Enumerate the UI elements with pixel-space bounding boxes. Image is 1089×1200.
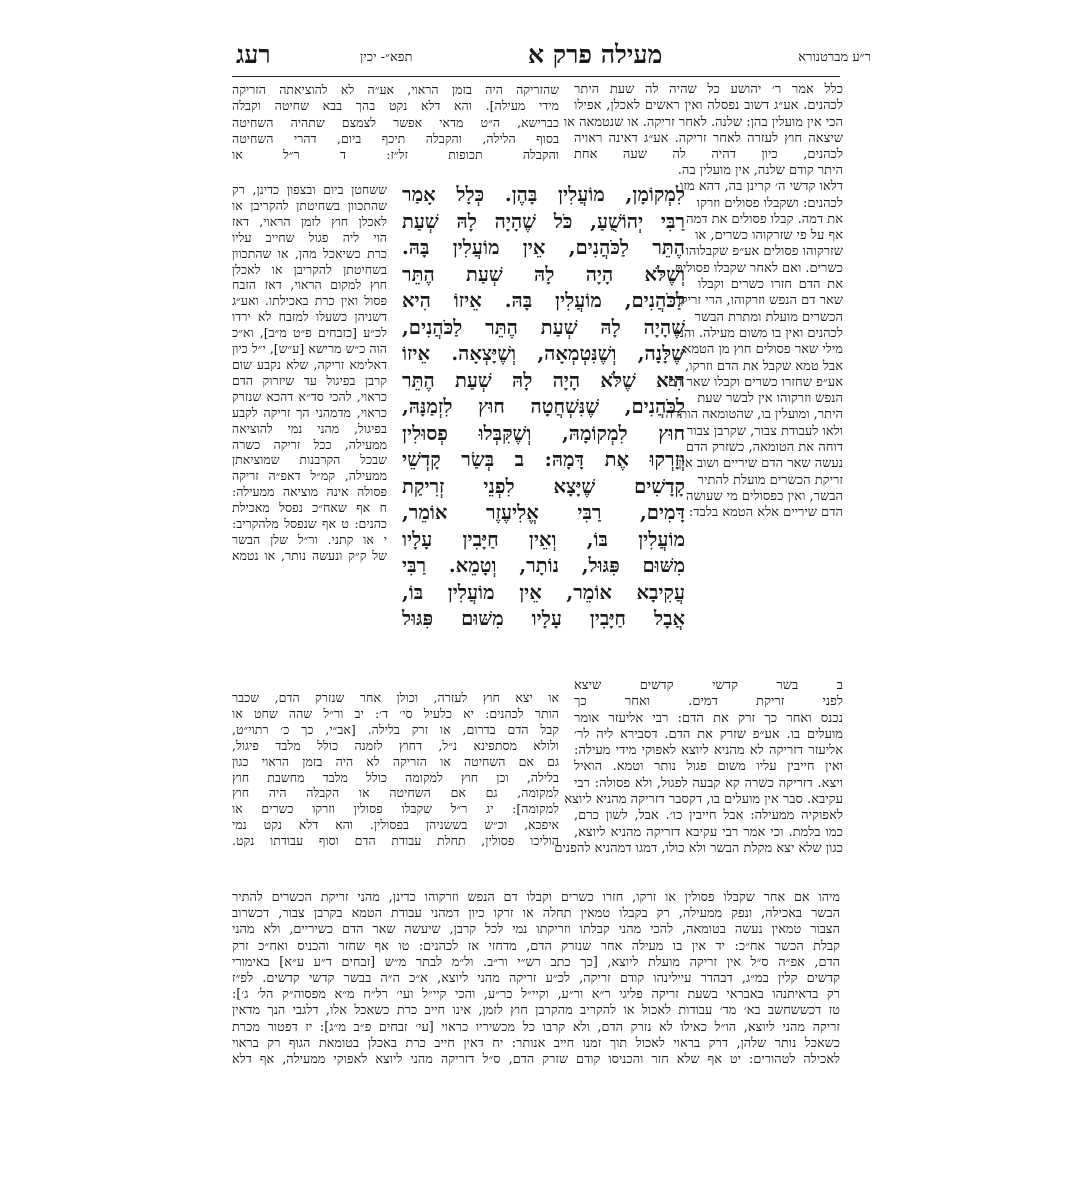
tiferet-left-line: כרת כשיאכל מהן, או שהתכוון bbox=[232, 245, 387, 261]
bottom-line: לאכילה לטהורים: יט אף שלא חזר והכניסו קודם שזרק הדם, ס״ל דזריקה מהני ליוצא לאפוקי ממעילה, אף דלא bbox=[232, 1052, 840, 1068]
tiferet-mid-line: בלילה, וכן חוץ למקומה כולל מלבד מחשבת חוץ bbox=[232, 769, 559, 785]
bartenura-side-line: שאר דם הנפש וזרקוהו, הרי זריקת bbox=[672, 293, 843, 309]
bartenura-side-line: אף על פי שזרקוהו כשרים, או bbox=[695, 228, 843, 244]
mishna-line: שֶׁהָיָה לָהּ שְׁעַת הֶתֵּר לַכֹּהֲנִים, bbox=[402, 315, 685, 339]
tiferet-left-line: כראוי, מדמהני הך זריקה לקבע bbox=[232, 404, 387, 420]
bottom-line: קבלת הכשר אח״כ: יד אין בו מעילה אחר שנזרק הדם, מדחזי אז לכהנים: טו אף שחזר והכניס ואח״כ זרק bbox=[232, 938, 840, 954]
tiferet-left-line: שהתכוון בשחיטתן להקריבן או bbox=[232, 197, 387, 213]
mishna-line: עֲקִיבָא אוֹמֵר, אֵין מוֹעֲלִין בּוֹ, bbox=[402, 580, 685, 604]
tiferet-left-line: בשחיטתן להקריבן או לאכלן bbox=[232, 261, 387, 277]
bartenura-bottom-line: ב בשר קדשי קדשים שיצא bbox=[574, 678, 843, 693]
mishna-line: לַכֹּהֲנִים, מוֹעֲלִין בָּהּ. אֵיזוֹ הִיא bbox=[402, 289, 685, 312]
tiferet-mid-line: ולולא מסתפינא נ״ל, דחוץ לזמנה כולל מלבד פיגול, bbox=[232, 737, 559, 753]
tiferet-mid-line: הוליכו פסולין, תחלת עבודת הדם וסוף עבודתו נקט. bbox=[232, 833, 559, 849]
yachin-range-label: תפא״- יכין bbox=[360, 50, 413, 65]
bartenura-side-line: מילי שאר פסולים חוץ מן הטמא, bbox=[679, 342, 843, 358]
bottom-line: מיהו אם אחר שקבלו פסולין או זרקו, חזרו כשרים וקבלו דם הנפש וזרקוהו כדינן, מהני זריקת הכשרים להתיר bbox=[232, 890, 840, 905]
bottom-line: קדשים קלין במ״ג, דבהדר עיילינהו קודם זריקה, לכ״ע זריקה מהני ליוצא, א״כ ה״ה בבשר קדשי קדשים. לפ״ז bbox=[232, 971, 840, 987]
tiferet-left-line: חוץ למקום הראוי, דאז הזבח bbox=[232, 277, 387, 293]
bartenura-side-line: דוחה את הטומאה, כשזרק הדם bbox=[685, 440, 843, 456]
tiferet-top-line: כברישא, ה״ט מדאי אפשר לצמצם שתהיה השחיטה bbox=[232, 114, 559, 130]
tiferet-left-line: קרבן בפיגול עד שיזרוק הדם bbox=[232, 372, 387, 388]
bartenura-side-line: אבל טמא שקבל את הדם וזרקו, bbox=[685, 358, 843, 374]
mishna-line: לַכֹּהֲנִים, שֶׁנִּשְׁחֲטָה חוּץ לִזְמַנָּהּ, bbox=[402, 395, 685, 418]
bartenura-side-line: לכהנים: ושקבלו פסולים וזרקו bbox=[696, 195, 843, 211]
bartenura-side-line: הנפש וזרקוהו אין לבשר שעת bbox=[697, 391, 843, 407]
bartenura-bottom-line: נכנס ואחר כך זרק את הדם: רבי אליעזר אומר bbox=[574, 710, 843, 726]
tiferet-top-line: בסוף הלילה, והקבלה תיכף ביום, דהרי השחיטה bbox=[232, 130, 559, 146]
tiferet-left-line: שבכל הקרבנות שמוציאתן bbox=[232, 452, 387, 468]
bottom-line: זריקה מהני ליוצא, הו״ל כאילו לא נזרק הדם, ולא קרבו כל מכשיריו כראוי [עי׳ זבחים פ״ב מ״ג]: יז דפטור מכרת bbox=[232, 1019, 840, 1035]
tiferet-left-line: כראוי, להכי סד״א דהכא שנזרק bbox=[232, 388, 387, 404]
bartenura-bottom-line: עקיבא. סבר אין מועלים בו, דקסבר דזריקה מהניא ליוצא bbox=[564, 792, 843, 808]
mishna-line: שֶׁלָּנָה, וְשֶׁנִּטְמְאָה, וְשֶׁיָּצְאָה. אֵיזוֹ bbox=[402, 342, 685, 365]
bartenura-side-line: נעשה שאר הדם שיריים ושוב אין bbox=[678, 456, 843, 472]
bartenura-side-line: דלאו קדשי ה׳ קרינן בה, דהא מזו bbox=[680, 179, 843, 195]
bottom-line: הצבור טמאין נעשה בטומאה, להכי מהני קבלתו וזריקתו נמי לכל קרבן, שיעשה שאר הדם כשיריים, ולא מהני bbox=[232, 922, 840, 938]
tiferet-top-line: והקבלה תכופות זל״ז: ד ר״ל או bbox=[232, 147, 559, 163]
bartenura-label: ר״ע מברטנורא bbox=[798, 50, 871, 65]
mishna-line: אֲבָל חַיָּבִין עָלָיו מִשּׁוּם פִּגּוּל bbox=[402, 607, 685, 630]
bartenura-bottom-line: ויצא. דזריקה כשרה קא קבעה לפגול, ולא פסולה: רבי bbox=[574, 775, 843, 791]
bartenura-bottom-line: לאפוקיה ממעילה: אבל חייבין כו׳. אבל, לשון כרם, bbox=[574, 808, 843, 824]
bartenura-bottom-block bbox=[554, 678, 843, 878]
bottom-line: כשאכל נותר שלהן, דרק בראוי לאכול תוך זמנו חייב אנותר: יח דאין חייב כרת באכלן בטומאת הגוף רק בראוי bbox=[232, 1035, 840, 1051]
bartenura-top-line: לכהנים, כיון דהיה לה שעה אחת bbox=[574, 147, 843, 163]
mishna-line: מוֹעֲלִין בּוֹ, וְאֵין חַיָּבִין עָלָיו bbox=[402, 527, 685, 551]
tiferet-left-line: כהנים: ט אף שנפסל מלהקריב: bbox=[232, 516, 387, 532]
bartenura-side-column bbox=[665, 163, 843, 678]
mishna-line: הִיא שֶׁלֹּא הָיָה לָהּ שְׁעַת הֶתֵּר bbox=[402, 368, 685, 392]
tiferet-left-line: לאכלן חוץ לזמן הראוי, דאז bbox=[232, 213, 387, 229]
bartenura-side-line: היתר, ומועלין בו, שהטומאה הותרה bbox=[665, 407, 843, 423]
tiferet-left-line: ח אף שאח״כ נפסל מאכילת bbox=[232, 500, 387, 516]
bartenura-side-line: כשרים. ואם לאחר שקבלו פסולים bbox=[674, 260, 843, 276]
bartenura-bottom-line: אליעזר דזריקה לא מהניא ליוצא לאפוקי מידי מעילה: bbox=[574, 743, 843, 759]
tiferet-left-line: פסול ואין כרת באכילתו. ואע״ג bbox=[232, 293, 387, 309]
tiferet-left-line: לכ״ע [כזבחים פ״ט מ״ב], וא״כ bbox=[232, 325, 387, 341]
tiferet-mid-line: למקומה]: יג ר״ל שקבלו פסולין וזרקו כשרים או bbox=[232, 801, 559, 817]
mishna-text bbox=[402, 182, 685, 682]
mishna-line: חוּץ לִמְקוֹמָהּ, וְשֶׁקִּבְּלוּ פְסוּלִין bbox=[402, 421, 685, 445]
tiferet-left-line: דשניהן כשעלו למזבח לא ירדו bbox=[232, 309, 387, 325]
bartenura-bottom-line: מועלים בו. אע״פ שזרק את הדם. דסבירא ליה לר׳ bbox=[574, 726, 843, 742]
mishna-line: מִשּׁוּם פִּגּוּל, נוֹתָר, וְטָמֵא. רַבִּי bbox=[402, 554, 685, 577]
tiferet-top-line: מידי מעילה]. והא דלא נקט בהך בבא שחיטה וקבלה bbox=[232, 98, 559, 114]
bartenura-side-line: לכהנים ואין בו משום מעילה. והני bbox=[676, 325, 843, 341]
tiferet-mid-line: איפכא, וכ״ש בששניהן בפסולין. והא דלא נקט נמי bbox=[232, 817, 559, 833]
tiferet-left-line: הוה כ״ש מרישא [ע״ש], י״ל כיון bbox=[232, 341, 387, 357]
mishna-line: קָדָשִׁים שֶׁיָּצָא לִפְנֵי זְרִיקַת bbox=[402, 474, 685, 498]
tiferet-yisrael-bottom-block bbox=[232, 890, 840, 1150]
tiferet-left-line: בפיגול, מהני נמי להוציאה bbox=[232, 420, 387, 436]
tiferet-left-line: הוי ליה פגול שחייב עליו bbox=[232, 229, 387, 245]
tiferet-left-line: י או קתני. ור״ל שלן הבשר bbox=[232, 531, 387, 547]
tiferet-left-line: דאלימא זריקה, שלא נקבע שום bbox=[232, 356, 387, 372]
bartenura-side-line: אע״פ שחזרו כשרים וקבלו שאר דם bbox=[668, 374, 843, 390]
tiferet-mid-line: קבל הדם בדרום, או זרק בלילה. [אב״י, כך כ׳ רתוי״ט, bbox=[232, 721, 559, 737]
bartenura-top-line: הכי אין מועלין בהן: שלנה. לאחר זריקה. או שנטמאה או bbox=[563, 114, 843, 130]
bartenura-side-line: הכשרים מועלת ומתרת הבשר bbox=[694, 309, 843, 325]
tiferet-mid-line: למקומה, גם אם השחיטה או הקבלה היה חוץ bbox=[232, 785, 559, 801]
bartenura-bottom-line: כמו בלמת. וכי אמר רבי עקיבא דזריקה מהניא ליוצא, bbox=[574, 824, 843, 840]
bartenura-side-line: את הדם חזרו כשרים וקבלו bbox=[698, 277, 843, 293]
bottom-line: הבשר באכילה, ונפק ממעילה, רק בקבלו טמאין תחלה או זרקו כיון דמהני עבודת הטמא בקרבן צבור, דכשרוב bbox=[232, 906, 840, 922]
bartenura-top-line: שיצאה חוץ לעזרה לאחר זריקה. אע״ג דאינה ראויה bbox=[574, 130, 843, 146]
tiferet-mid-line: הותר לכהנים: יא כלעיל סי׳ ד׳: יב ור״ל שהה שחט או bbox=[232, 705, 559, 721]
tiferet-yisrael-top-block bbox=[232, 82, 559, 182]
tiferet-left-line: ממעילה, ככל זריקה כשרה bbox=[232, 436, 387, 452]
bartenura-side-line: זריקת הכשרים מועלת להתיר bbox=[697, 472, 843, 488]
bartenura-side-line: ולאו לעבודת צבור, שקרבן צבור bbox=[686, 423, 843, 439]
mishna-line: לִמְקוֹמָן, מוֹעֲלִין בָּהֶן. כְּלָל אָמַר bbox=[402, 183, 685, 206]
bartenura-bottom-line: ואין חייבין עליו משום פגול נותר וטמא. הואיל bbox=[574, 759, 843, 775]
tiferet-left-line: ממעילה, קמ״ל דאפ״ה זריקה bbox=[232, 468, 387, 484]
bartenura-bottom-line: כגון שלא יצא מקלת הבשר ולא כולו, דמגו דמהניא להפנים bbox=[554, 840, 843, 856]
bartenura-side-line: הדם שיריים אלא הטמא בלבד: bbox=[688, 505, 843, 521]
tiferet-mid-line: גם אם השחיטה או הזריקה לא היה בזמן הראוי כגון bbox=[232, 753, 559, 769]
chapter-title: מעילה פרק א bbox=[528, 40, 663, 69]
bartenura-top-line: לכהנים. אע״ג דשוב נפסלה ואין ראשים לאכלן, אפילו bbox=[574, 98, 843, 114]
mishna-line: דָּמִים, רַבִּי אֱלִיעֶזֶר אוֹמֵר, bbox=[402, 501, 685, 524]
bartenura-side-line: הבשר, ואין כפסולים מי שעושה bbox=[685, 488, 843, 504]
tiferet-left-line: פסולה אינה מוציאה ממעילה: bbox=[232, 484, 387, 500]
bartenura-side-line: את דמה. קבלו פסולים את דמה bbox=[686, 211, 843, 227]
tiferet-mid-line: או יצא חוץ לעזרה, וכולן אחר שנזרק הדם, שכבר bbox=[232, 690, 559, 705]
tiferet-top-line: שהזריקה היה בזמן הראוי, אע״ה לא להוציאתה הזריקה bbox=[232, 82, 559, 97]
mishna-line: רַבִּי יְהוֹשֻׁעַ, כֹּל שֶׁהָיָה לָהּ שְׁעַת bbox=[402, 209, 685, 233]
bottom-line: טז דכששחשב בא׳ מד׳ עבודות לאכול או להקריב מהקרבן חוץ לזמן, אינו חייב כרת כשאכל אלו, דלגבי הנך מדאין bbox=[232, 1003, 840, 1019]
bottom-line: רק בדאיתנהו באבראי בשעת זריקה פליגי ר״א ור״ע, וקיי״ל כר״ע, והכי קיי״ל ועי׳ רל״ח מ״א מפסוה״ק הל׳ ג׳]: bbox=[232, 987, 840, 1003]
bartenura-side-line: שזרקוהו פסולים אע״פ שקבלוהו bbox=[685, 244, 843, 260]
tiferet-left-line: ששחטן ביום ובצפון כדינן, רק bbox=[232, 182, 387, 197]
header-rule bbox=[232, 76, 840, 77]
mishna-line: הֶתֵּר לַכֹּהֲנִים, אֵין מוֹעֲלִין בָּהּ. bbox=[402, 236, 685, 259]
tiferet-left-line: של ק״ק ונעשה נותר, או נטמא bbox=[232, 547, 387, 563]
page-number: רעג bbox=[236, 40, 271, 69]
bartenura-side-line: היתר קודם שלנה, אין מועלין בה. bbox=[677, 163, 843, 178]
bartenura-bottom-line: לפני זריקת דמים. ואחר כך bbox=[574, 694, 843, 710]
tiferet-yisrael-middle-block bbox=[232, 690, 559, 890]
tiferet-yisrael-side-column bbox=[232, 182, 387, 690]
bartenura-top-line: כלל אמר ר׳ יהושע כל שהיה לה שעת היתר bbox=[574, 82, 843, 97]
bottom-line: הדם, אפ״ה ס״ל אין זריקה מועלת ליוצא, [כך כתב רש״י ור״ב. ול״מ לבתר מ״ש [זבחים ד״ע ע״א] באימורי bbox=[232, 954, 840, 970]
mishna-line: וְשֶׁלֹּא הָיָה לָהּ שְׁעַת הֶתֵּר bbox=[402, 262, 685, 286]
mishna-line: וְזָרְקוּ אֶת דָּמָהּ: ב בְּשַׂר קָדְשֵׁי bbox=[402, 448, 685, 471]
